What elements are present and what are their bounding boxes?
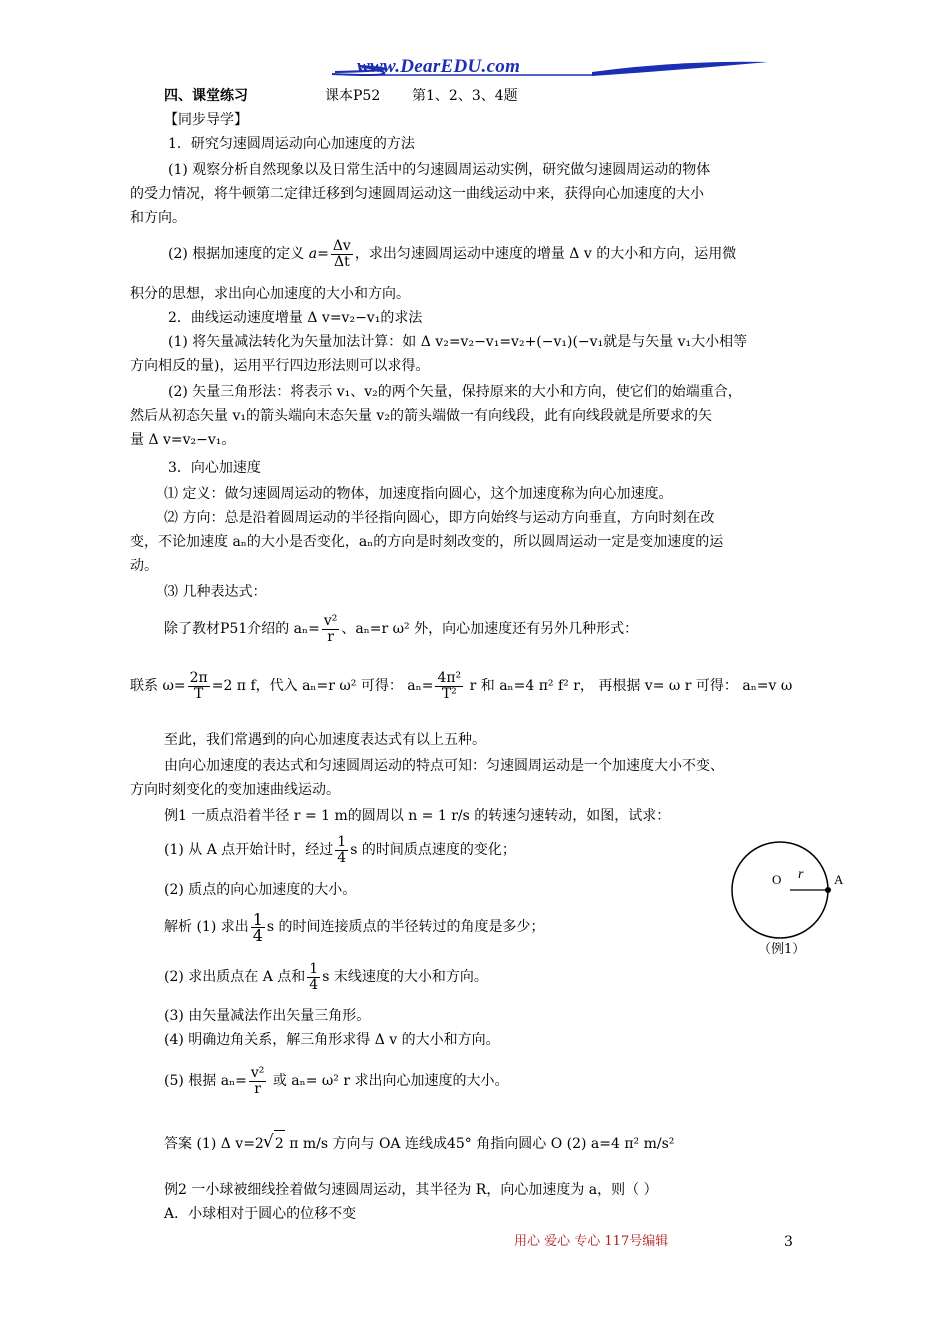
frac-numerator: 1 [252, 909, 263, 929]
center-o-label: O [772, 872, 782, 887]
p3-direction-line1: ⑵ 方向：总是沿着圆周运动的半径指向圆心，即方向始终与运动方向垂直，方向时刻在改 [164, 510, 715, 526]
frac-numerator: 1 [337, 833, 347, 850]
link-text-c: r 和 aₙ=4 π² f² r， 再根据 v= ω r 可得： aₙ=v ω [465, 678, 793, 694]
p1-item2-eq: a= [308, 246, 329, 262]
frac-denominator: 4 [337, 849, 347, 866]
frac-denominator: 4 [309, 976, 319, 993]
frac-denominator: r [249, 1081, 267, 1097]
s1-text-a: 解析 (1) 求出 [164, 919, 249, 935]
example1-solution2 [164, 958, 488, 996]
section-title: 四、课堂练习 [164, 88, 248, 104]
example1-answer [164, 1130, 674, 1157]
example1-solution4: (4) 明确边角关系，解三角形求得 Δ v 的大小和方向。 [164, 1032, 500, 1048]
s5-text-b: 或 aₙ= ω² r 求出向心加速度的大小。 [268, 1073, 509, 1089]
answer-text-b: π m/s 方向与 OA 连线成45° 角指向圆心 O (2) a=4 π² m/s² [284, 1136, 675, 1152]
frac-numerator: 1 [309, 960, 319, 977]
example1-q2: (2) 质点的向心加速度的大小。 [164, 882, 357, 898]
point-a-dot [825, 887, 831, 893]
q1-text-b: s 的时间质点速度的变化； [350, 842, 516, 858]
frac-numerator: v² [250, 1064, 265, 1081]
4pi2-over-T2-fraction [435, 671, 463, 702]
p3-conclusion-line2: 方向时刻变化的变加速曲线运动。 [130, 782, 340, 798]
footer-slogan: 用心 爱心 专心 117号编辑 [514, 1234, 669, 1249]
forms-text-b: 、aₙ=r ω² 外，向心加速度还有另外几种形式： [341, 621, 639, 637]
example1-stem: 例1 一质点沿着半径 r = 1 m的圆周以 n = 1 r/s 的转速匀速转动，如图，试求： [164, 808, 671, 824]
p1-item1-line2: 的受力情况，将牛顿第二定律迁移到匀速圆周运动这一曲线运动中来，获得向心加速度的大小 [130, 186, 704, 202]
frac-denominator: r [327, 628, 334, 645]
example2-option-a: A．小球相对于圆心的位移不变 [164, 1206, 357, 1222]
quarter-fraction [251, 909, 265, 945]
p1-item2-text-b: ，求出匀速圆周运动中速度的增量 Δ v 的大小和方向，运用微 [354, 246, 737, 262]
brand-logo-text[interactable]: www.DearEDU.com [357, 56, 521, 77]
example1-solution1 [164, 908, 545, 946]
frac-numerator: 4π² [437, 669, 462, 686]
link-text-b: =2 π f，代入 aₙ=r ω² 可得： aₙ= [211, 678, 434, 694]
v2-over-r-fraction [249, 1066, 267, 1097]
p3-forms-title: ⑶ 几种表达式： [164, 584, 267, 600]
frac-denominator: Δt [333, 253, 350, 270]
figure-caption: （例1） [758, 942, 806, 957]
p2-item2-line3: 量 Δ v=v₂−v₁。 [130, 432, 236, 448]
answer-text-a: 答案 (1) Δ v=2 [164, 1136, 264, 1152]
textbook-ref: 课本P52 [325, 88, 381, 104]
frac-denominator: T² [441, 685, 457, 702]
s2-text-b: s 末线速度的大小和方向。 [322, 969, 488, 985]
banner-swoosh-right [592, 62, 768, 76]
problem-list: 第1、2、3、4题 [412, 88, 518, 104]
s5-text-a: (5) 根据 aₙ= [164, 1073, 247, 1089]
radius-r-label: r [798, 867, 804, 882]
p1-accel-fraction [331, 239, 353, 270]
p3-title: 3．向心加速度 [168, 460, 261, 476]
p1-item2-text-a: (2) 根据加速度的定义 [168, 246, 309, 262]
p1-item1-line1: (1) 观察分析自然现象以及日常生活中的匀速圆周运动实例，研究做匀速圆周运动的物体 [168, 162, 711, 178]
quarter-fraction [307, 962, 320, 993]
example1-q1 [164, 832, 516, 868]
p2-item2-line2: 然后从初态矢量 v₁的箭头端向末态矢量 v₂的箭头端做一有向线段，此有向线段就是所要求的矢 [130, 408, 712, 424]
q1-text-a: (1) 从 A 点开始计时，经过 [164, 842, 334, 858]
example1-solution3: (3) 由矢量减法作出矢量三角形。 [164, 1008, 371, 1024]
sqrt-2: √ 2 [274, 1130, 285, 1157]
s2-text-a: (2) 求出质点在 A 点和 [164, 969, 306, 985]
example2-stem: 例2 一小球被细线拴着做匀速圆周运动，其半径为 R，向心加速度为 a，则（ ） [164, 1182, 658, 1198]
p3-definition: ⑴ 定义：做匀速圆周运动的物体，加速度指向圆心，这个加速度称为向心加速度。 [164, 486, 673, 502]
frac-numerator: Δv [332, 237, 351, 254]
link-text-a: 联系 ω= [130, 678, 186, 694]
s1-text-b: s 的时间连接质点的半径转过的角度是多少； [266, 919, 545, 935]
p1-item2-line2: 积分的思想，求出向心加速度的大小和方向。 [130, 286, 410, 302]
guide-heading: 【同步导学】 [164, 112, 248, 128]
page-number: 3 [784, 1234, 793, 1250]
p2-item2-line1: (2) 矢量三角形法：将表示 v₁、v₂的两个矢量，保持原来的大小和方向，使它们的始端重合， [168, 384, 742, 400]
p3-conclusion-line1: 由向心加速度的表达式和匀速圆周运动的特点可知：匀速圆周运动是一个加速度大小不变、 [164, 758, 724, 774]
p1-title: 1．研究匀速圆周运动向心加速度的方法 [168, 136, 415, 152]
p3-summary: 至此，我们常遇到的向心加速度表达式有以上五种。 [164, 732, 486, 748]
p1-item2-line1 [168, 236, 736, 272]
p2-item1-line1: (1) 将矢量减法转化为矢量加法计算：如 Δ v₂=v₂−v₁=v₂+(−v₁)(−v₁就是与矢量 v₁大小相等 [168, 334, 748, 350]
p2-item1-line2: 方向相反的量)，运用平行四边形法则可以求得。 [130, 358, 430, 374]
p3-forms-line [164, 610, 638, 648]
p3-direction-line3: 动。 [130, 558, 158, 574]
v2-over-r-fraction [322, 614, 340, 645]
example1-solution5 [164, 1062, 509, 1100]
omega-fraction [188, 671, 210, 702]
p2-title: 2．曲线运动速度增量 Δ v=v₂−v₁的求法 [168, 310, 423, 326]
p3-direction-line2: 变，不论加速度 aₙ的大小是否变化，aₙ的方向是时刻改变的，所以圆周运动一定是变加速度的运 [130, 534, 724, 550]
frac-denominator: 4 [252, 925, 263, 945]
p3-link-line [130, 666, 792, 706]
frac-numerator: v² [323, 612, 338, 629]
frac-numerator: 2π [189, 669, 208, 686]
frac-denominator: T [188, 686, 210, 702]
forms-text-a: 除了教材P51介绍的 aₙ= [164, 621, 320, 637]
p1-item1-line3: 和方向。 [130, 210, 186, 226]
quarter-fraction [335, 835, 348, 866]
point-a-label: A [834, 872, 844, 887]
